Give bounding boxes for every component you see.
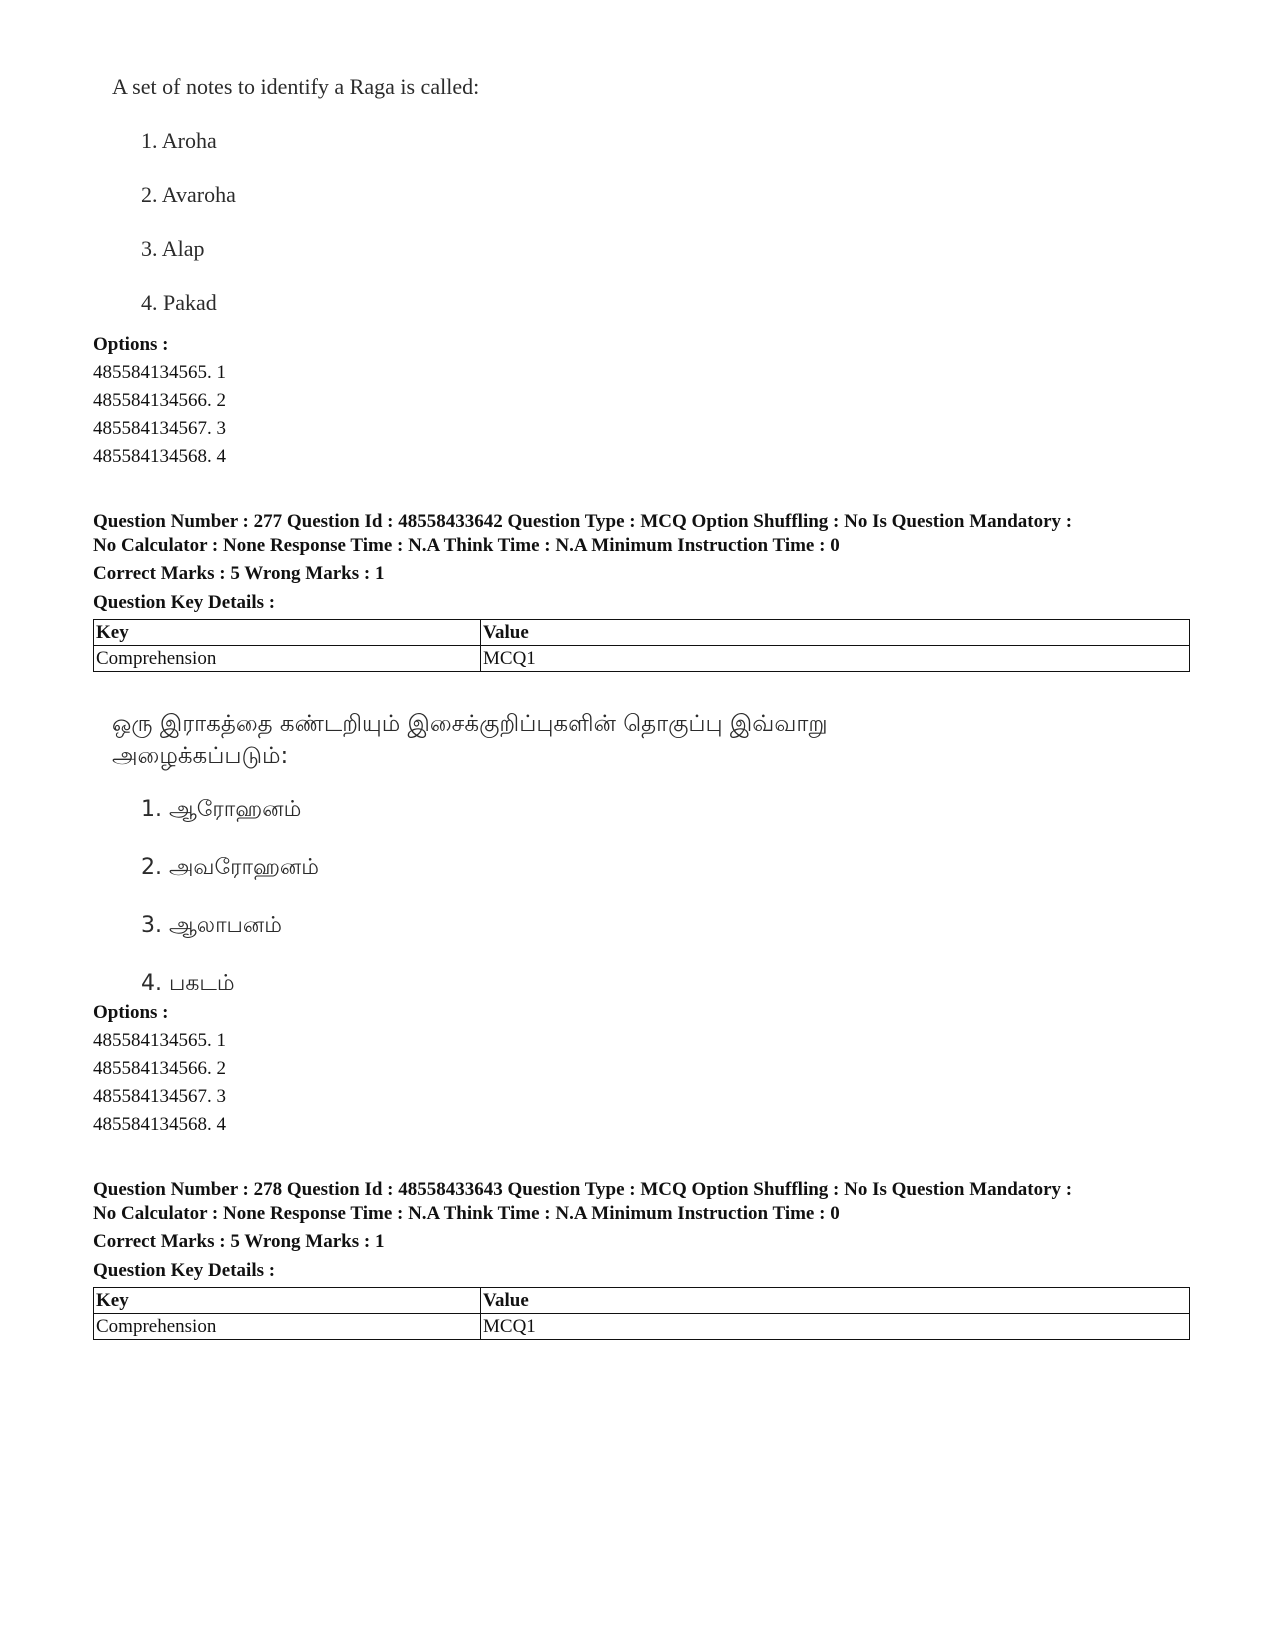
table-row [94, 1314, 1190, 1340]
key-details-label: Question Key Details : [93, 1260, 276, 1281]
question-meta-line-2: No Calculator : None Response Time : N.A Think Time : N.A Minimum Instruction Time : 0 [93, 1203, 840, 1224]
question-stem-tamil-line-2: அழைக்கப்படும்: [112, 743, 289, 769]
options-label: Options : [93, 334, 169, 355]
option-line-1: 485584134565. 1 [93, 1030, 226, 1051]
choice-3: 3. Alap [141, 236, 205, 261]
table-header-value: Value [481, 1288, 1190, 1314]
choice-4: 4. Pakad [141, 290, 217, 315]
question-meta-line-2: No Calculator : None Response Time : N.A Think Time : N.A Minimum Instruction Time : 0 [93, 535, 840, 556]
table-header-key: Key [94, 1288, 481, 1314]
key-details-table [93, 1287, 1190, 1340]
choice-2: 2. Avaroha [141, 182, 236, 207]
table-cell-value: MCQ1 [481, 646, 1190, 672]
choice-tamil-3: 3. ஆலாபனம் [141, 913, 282, 938]
key-details-table [93, 619, 1190, 672]
table-cell-key: Comprehension [94, 1314, 481, 1340]
question-stem-tamil-line-1: ஒரு இராகத்தை கண்டறியும் இசைக்குறிப்புகளின் தொகுப்பு இவ்வாறு [112, 711, 828, 737]
question-stem-tamil [112, 708, 1012, 772]
choice-tamil-2: 2. அவரோஹனம் [141, 855, 319, 880]
options-label: Options : [93, 1002, 169, 1023]
option-line-3: 485584134567. 3 [93, 1086, 226, 1107]
option-line-4: 485584134568. 4 [93, 1114, 226, 1135]
question-stem-english: A set of notes to identify a Raga is called: [112, 74, 480, 99]
question-meta-line-1: Question Number : 278 Question Id : 48558433643 Question Type : MCQ Option Shuffling : No Is Question Mandatory : [93, 1179, 1073, 1200]
choice-tamil-1: 1. ஆரோஹனம் [141, 797, 302, 822]
table-header-row [94, 1288, 1190, 1314]
table-row [94, 646, 1190, 672]
choice-tamil-4: 4. பகடம் [141, 971, 235, 996]
table-header-value: Value [481, 620, 1190, 646]
choice-1: 1. Aroha [141, 128, 217, 153]
option-line-2: 485584134566. 2 [93, 1058, 226, 1079]
table-cell-value: MCQ1 [481, 1314, 1190, 1340]
table-header-row [94, 620, 1190, 646]
option-line-3: 485584134567. 3 [93, 418, 226, 439]
marks-line: Correct Marks : 5 Wrong Marks : 1 [93, 1231, 385, 1252]
table-header-key: Key [94, 620, 481, 646]
marks-line: Correct Marks : 5 Wrong Marks : 1 [93, 563, 385, 584]
table-cell-key: Comprehension [94, 646, 481, 672]
option-line-2: 485584134566. 2 [93, 390, 226, 411]
option-line-1: 485584134565. 1 [93, 362, 226, 383]
key-details-label: Question Key Details : [93, 592, 276, 613]
option-line-4: 485584134568. 4 [93, 446, 226, 467]
question-meta-line-1: Question Number : 277 Question Id : 48558433642 Question Type : MCQ Option Shuffling : No Is Question Mandatory : [93, 511, 1073, 532]
